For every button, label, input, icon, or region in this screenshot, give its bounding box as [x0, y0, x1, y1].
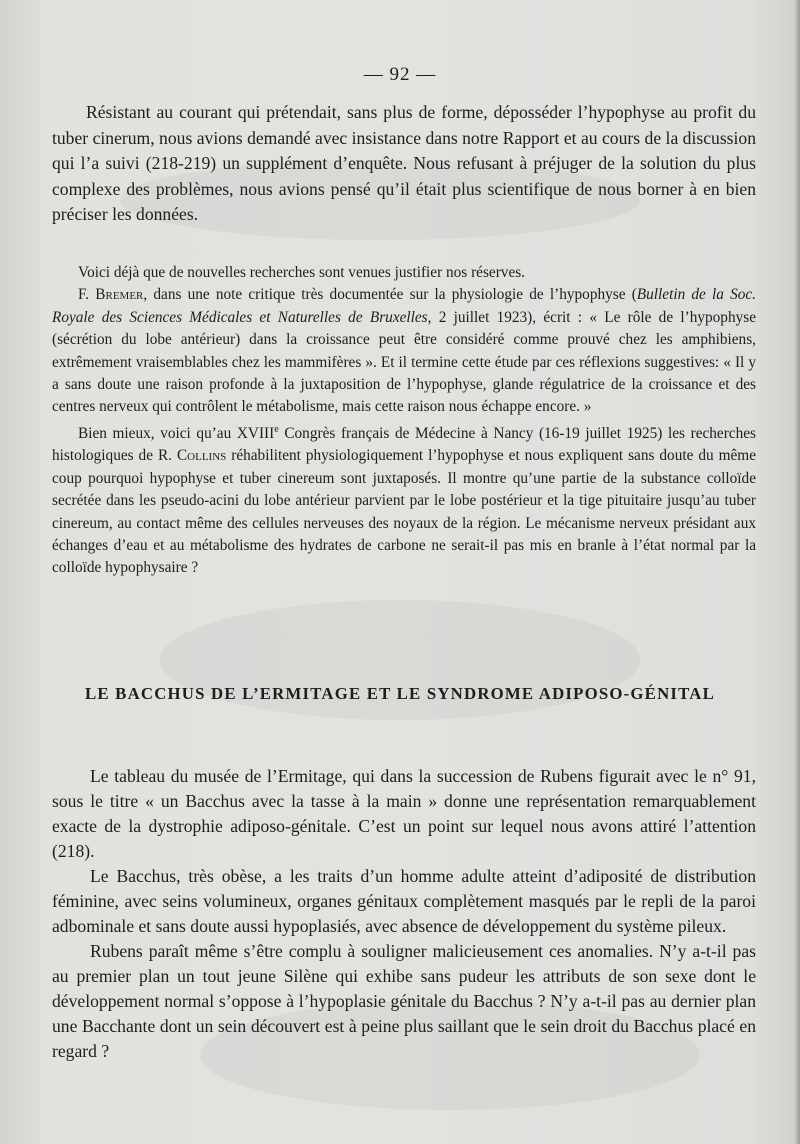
- superscript: e: [274, 423, 279, 435]
- small-print-paragraph: Voici déjà que de nouvelles recherches sont venues justifier nos réserves.: [78, 264, 526, 281]
- page-number: — 92 —: [363, 64, 437, 85]
- small-print-paragraph: [52, 284, 756, 418]
- intro-block: [52, 100, 756, 228]
- body-paragraph: Le tableau du musée de l’Ermitage, qui dans la succession de Rubens figurait avec le n° 91, sous le titre « un Bacchus avec la tasse à la main » donne une représentation remarquablement exacte de la dystrophie adiposo-génitale. C’est un point sur lequel nous avons attiré l’attention (218).: [52, 766, 756, 861]
- body-block: [52, 764, 756, 1064]
- text-run: , dans une note critique très documentée sur la physiologie de l’hypophyse (: [143, 286, 637, 304]
- small-print-block: [52, 262, 756, 580]
- section-title: LE BACCHUS DE L’ERMITAGE ET LE SYNDROME ADIPOSO-GÉNITAL: [85, 684, 715, 703]
- author-name: Bremer: [95, 286, 144, 304]
- text-run: Bien mieux, voici qu’au XVIII: [78, 424, 275, 442]
- intro-paragraph: Résistant au courant qui prétendait, sans plus de forme, déposséder l’hypophyse au profit du tuber cinerum, nous avions demandé avec insistance dans notre Rapport et au cours de la discussion qui l’a suivi (218-219) un supplément d’enquête. Nous refusant à préjuger de la solution du plus complexe des problèmes, nous avions pensé qu’il était plus scientifique de nous borner à en bien préciser les données.: [52, 102, 756, 224]
- text-run: Congrès français de Médecine à Nancy (16-19 juillet 1925) les recherches histologiques de R.: [52, 424, 756, 465]
- text-run: , 2 juillet 1923), écrit : « Le rôle de l’hypophyse (sécrétion du lobe antérieur) dans la croissance peut être considéré comme prouvé chez les amphibiens, extrêmement vraisemblables chez les mammifères ». Et il termine cette étude par ces réflexions suggestives: « Il y a sans doute une raison profonde à la juxtaposition de l’hypophyse, glande régulatrice de la croissance et des centres nerveux qui contrôlent le métabolisme, mais cette raison nous échappe encore. »: [52, 308, 756, 416]
- page-edge-shadow: [794, 0, 800, 1144]
- author-name: Collins: [176, 447, 227, 465]
- author-initial: F.: [78, 286, 90, 304]
- body-paragraph: Rubens paraît même s’être complu à souligner malicieusement ces anomalies. N’y a-t-il pas au premier plan un tout jeune Silène qui exhibe sans pudeur les attributs de son sexe dont le développement normal s’oppose à l’hypoplasie génitale du Bacchus ? N’y a-t-il pas au dernier plan une Bacchante dont un sein découvert est à peine plus saillant que le sein droit du Bacchus placé en regard ?: [52, 941, 756, 1061]
- journal-title: Bulletin de la Soc. Royale des Sciences Médicales et Naturelles de Bruxelles: [52, 286, 757, 326]
- body-paragraph: Le Bacchus, très obèse, a les traits d’un homme adulte atteint d’adiposité de distribution féminine, avec seins volumineux, organes génitaux complètement masqués par le repli de la paroi adbominale et sans doute aussi hypoplasiés, avec absence de développement du système pileux.: [52, 866, 756, 936]
- text-run: réhabilitent physiologiquement l’hypophyse et nous expliquent sans doute du même coup pourquoi hypophyse et tuber cinereum sont juxtaposés. Il montre qu’une partie de la substance colloïde secrétée dans les pseudo-acini du lobe antérieur parvient par le lobe postérieur et la tige pituitaire jusqu’au tuber cinereum, au contact même des cellules nerveuses des noyaux de la région. Le mécanisme nerveux présidant aux échanges d’eau et au métabolisme des hydrates de carbone ne serait-il pas mis en branle à l’état normal par la colloïde hypophysaire ?: [52, 447, 756, 577]
- small-print-paragraph: [52, 419, 756, 580]
